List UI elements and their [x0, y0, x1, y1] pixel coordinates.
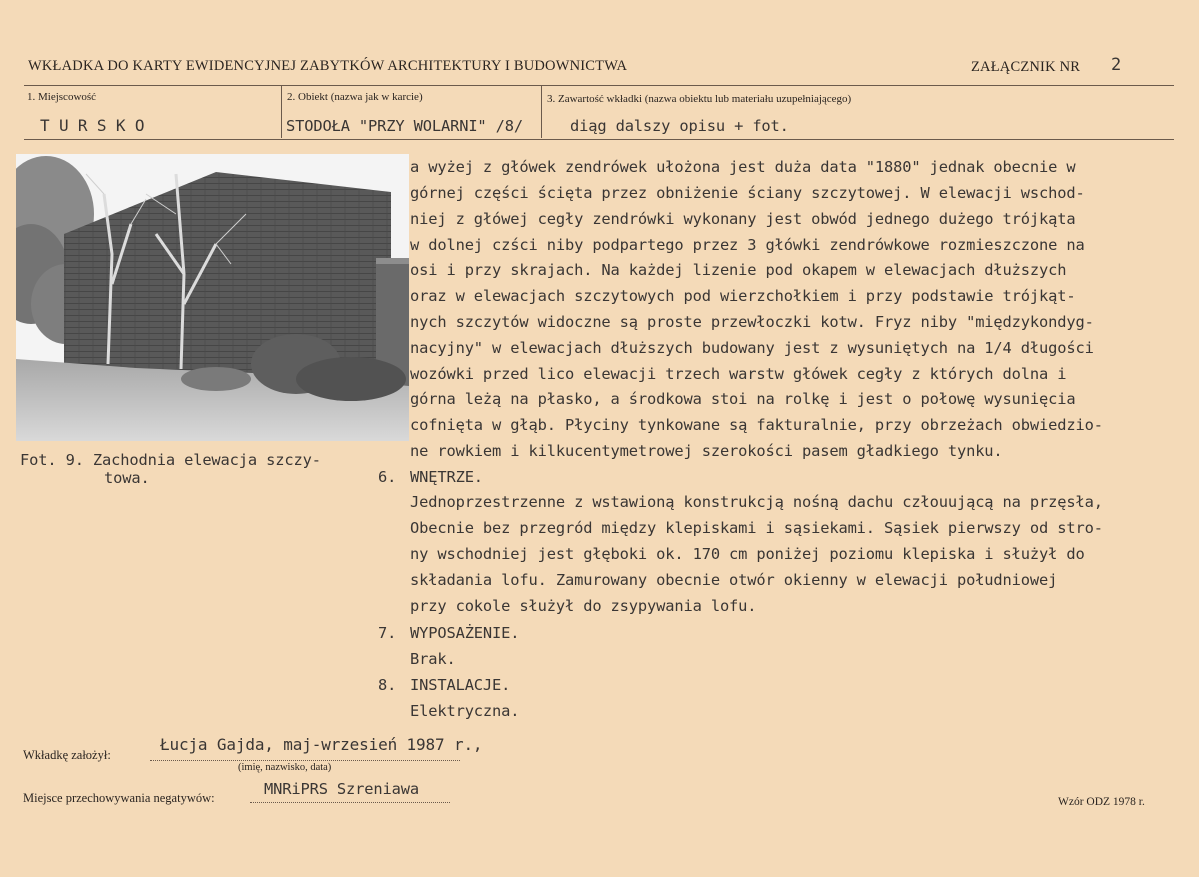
photo-caption-line2: towa.: [104, 469, 150, 487]
locality-label: 1. Miejscowość: [27, 91, 97, 103]
section8-number: 8.: [378, 676, 397, 694]
section6-title: WNĘTRZE.: [410, 468, 483, 486]
section7-title: WYPOSAŻENIE.: [410, 624, 520, 642]
paragraph-line: osi i przy skrajach. Na każdej lizenie pod okapem w elewacjach dłuższych: [410, 261, 1067, 279]
section6-line: Jednoprzestrzenne z wstawioną konstrukcją nośną dachu człouującą na przęsła,: [410, 493, 1103, 511]
paragraph-line: a wyżej z główek zendrówek ułożona jest duża data "1880" jednak obecnie w: [410, 158, 1076, 176]
attachment-number: 2: [1111, 55, 1122, 75]
paragraph-line: niej z główej cegły zendrówki wykonany jest obwód jednego dużego trójkąta: [410, 210, 1076, 228]
paragraph-line: wozówki przed lico elewacji trzech warstw główek cegły z których dolna i: [410, 365, 1067, 383]
barn-photo: [16, 154, 409, 441]
attachment-label: ZAŁĄCZNIK NR: [971, 59, 1081, 75]
author-dotted-line: [150, 760, 460, 761]
paragraph-line: górnej części ścięta przez obniżenie ściany szczytowej. W elewacji wschod-: [410, 184, 1085, 202]
photo-caption-line1: Fot. 9. Zachodnia elewacja szczy-: [20, 451, 321, 469]
author-hint: (imię, nazwisko, data): [238, 762, 332, 773]
storage-value: MNRiPRS Szreniawa: [264, 780, 419, 798]
storage-dotted-line: [250, 802, 450, 803]
paragraph-line: ne rowkiem i kilkucentymetrowej szerokości pasem gładkiego tynku.: [410, 442, 1003, 460]
section7-text: Brak.: [410, 650, 456, 668]
content-label: 3. Zawartość wkładki (nazwa obiektu lub materiału uzupełniającego): [547, 93, 852, 105]
author-label: Wkładkę założył:: [23, 748, 111, 762]
form-title: WKŁADKA DO KARTY EWIDENCYJNEJ ZABYTKÓW ARCHITEKTURY I BUDOWNICTWA: [28, 58, 628, 74]
storage-label: Miejsce przechowywania negatywów:: [23, 791, 215, 805]
author-value: Łucja Gajda, maj-wrzesień 1987 r.,: [160, 735, 483, 754]
section8-title: INSTALACJE.: [410, 676, 511, 694]
header-rule: [24, 85, 1174, 86]
locality-value: T U R S K O: [40, 116, 145, 135]
content-value: diąg dalszy opisu + fot.: [570, 117, 789, 135]
field-divider-2: [541, 86, 542, 138]
section6-line: ny wschodniej jest głęboki ok. 170 cm poniżej poziomu klepiska i służył do: [410, 545, 1085, 563]
paragraph-line: nych szczytów widoczne są proste przewłoczki kotw. Fryz niby "międzykondyg-: [410, 313, 1094, 331]
paragraph-line: górna leżą na płasko, a środkowa stoi na rolkę i jest o połowę wysunięcia: [410, 390, 1076, 408]
paragraph-line: nacyjny" w elewacjach dłuższych budowany jest z wysuniętych na 1/4 długości: [410, 339, 1094, 357]
paragraph-line: w dolnej czści niby podpartego przez 3 główki zendrówkowe rozmieszczone na: [410, 236, 1085, 254]
section6-line: Obecnie bez przegród między klepiskami i sąsiekami. Sąsiek pierwszy od stro-: [410, 519, 1103, 537]
paragraph-line: oraz w elewacjach szczytowych pod wierzchołkiem i przy podstawie trójkąt-: [410, 287, 1076, 305]
template-note: Wzór ODZ 1978 r.: [1058, 796, 1145, 808]
section6-number: 6.: [378, 468, 397, 486]
section8-text: Elektryczna.: [410, 702, 520, 720]
section6-line: przy cokole służył do zsypywania lofu.: [410, 597, 757, 615]
fields-rule: [24, 139, 1174, 140]
section6-line: składania lofu. Zamurowany obecnie otwór okienny w elewacji południowej: [410, 571, 1058, 589]
section7-number: 7.: [378, 624, 397, 642]
paragraph-line: cofnięta w głąb. Płyciny tynkowane są fakturalnie, przy obrzeżach obwiedzio-: [410, 416, 1103, 434]
object-label: 2. Obiekt (nazwa jak w karcie): [287, 91, 423, 103]
field-divider-1: [281, 86, 282, 138]
object-value: STODOŁA "PRZY WOLARNI" /8/: [286, 117, 524, 135]
